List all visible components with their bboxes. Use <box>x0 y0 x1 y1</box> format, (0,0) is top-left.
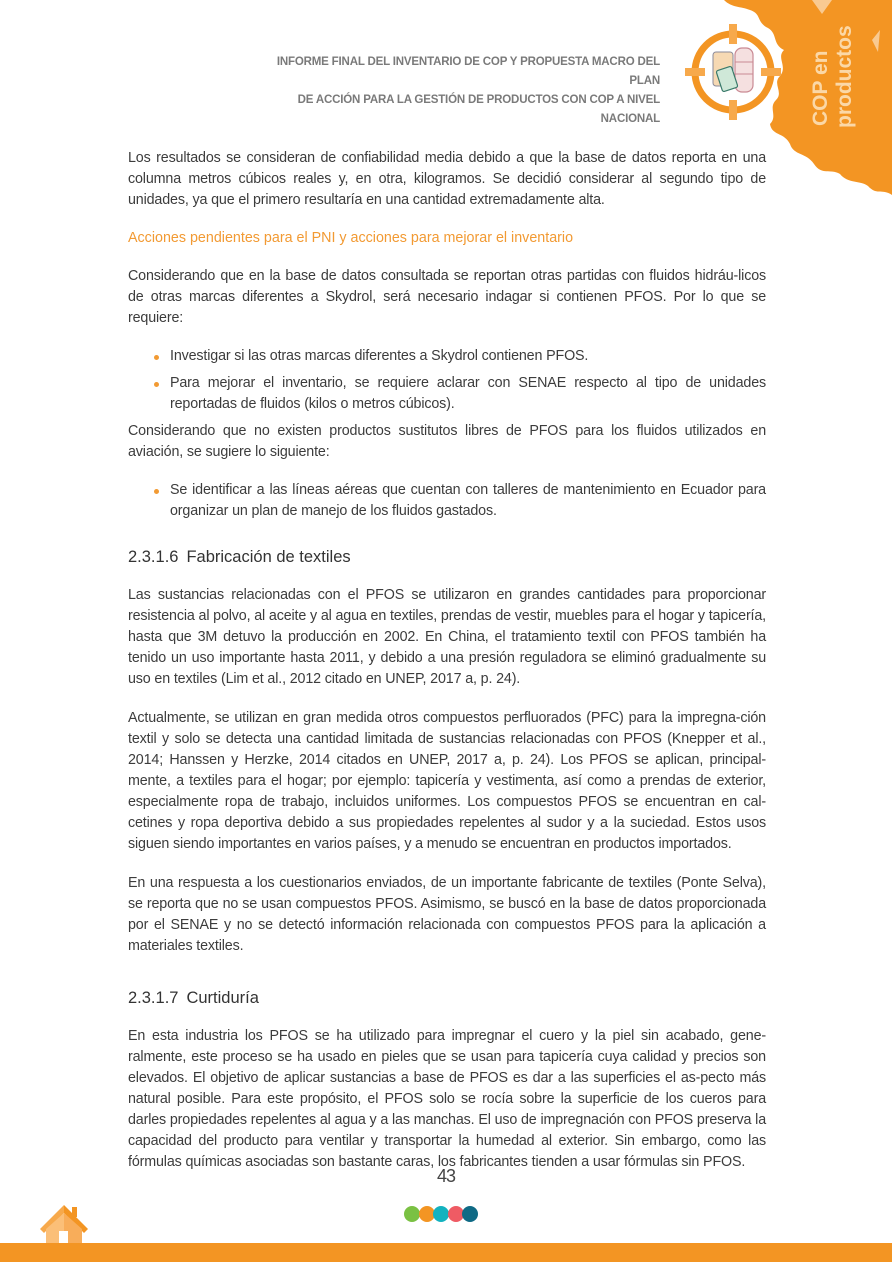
section-number: 2.3.1.6 <box>128 548 179 566</box>
teal-dot-icon <box>433 1206 449 1222</box>
section-title: Fabricación de textiles <box>186 548 351 566</box>
section-title: Curtiduría <box>186 989 259 1007</box>
section-heading-textiles <box>128 546 766 568</box>
home-icon[interactable] <box>38 1205 90 1245</box>
target-products-icon <box>683 22 783 122</box>
page-number: 43 <box>436 1166 456 1186</box>
bullet-list-requirements <box>128 346 766 415</box>
textiles-paragraph-2: Actualmente, se utilizan en gran medida otros compuestos perfluorados (PFC) para la impregna-ción textil y solo se detecta una cantidad limitada de sustancias relacionadas con PFOS (Knepper et al., 2014; Hanssen y Herzke, 2014 citados en UNEP, 2017 a, p. 24). Los PFOS se aplican, principal-mente, a textiles para el hogar; por ejemplo: tapicería y vestimenta, así como a prendas de exterior, especialmente ropa de trabajo, incluidos uniformes. Los compuestos PFOS se encuentran en cal-cetines y ropa deportiva debido a sus propiedades repelentes al sudor y a la suciedad. Estos usos siguen siendo importantes en varios países, y a menudo se encuentran en productos importados. <box>128 710 766 852</box>
side-label-line1: COP en <box>809 50 832 126</box>
bullet-item: Para mejorar el inventario, se requiere aclarar con SENAE respecto al tipo de unidades reportadas de fluidos (kilos o metros cúbicos). <box>154 373 766 415</box>
running-header <box>269 52 660 128</box>
paragraph-hydraulic-fluids: Considerando que en la base de datos consultada se reportan otras partidas con fluidos hidráu-licos de otras marcas diferentes a Skydrol, será necesario indagar si contienen PFOS. Por lo que se requiere: <box>128 268 766 326</box>
section-number: 2.3.1.7 <box>128 989 179 1007</box>
color-dots-decoration <box>404 1206 477 1222</box>
tannery-paragraph-1: En esta industria los PFOS se ha utilizado para impregnar el cuero y la piel sin acabado, gene-ralmente, este proceso se ha usado en pieles que se usan para tapicería cuya calidad y precios son elevados. El objetivo de aplicar sustancias a base de PFOS es dar a las superficies el as-pecto más natural posible. Para este propósito, el PFOS solo se rocía sobre la superficie de los cueros para darles propiedades repelentes al agua y a las manchas. El uso de impregnación con PFOS preserva la capacidad del producto para ventilar y transportar la humedad al exterior. Sin embargo, como las fórmulas químicas asociadas son bastante caras, los fabricantes tienden a usar fórmulas sin PFOS. <box>128 1028 766 1170</box>
section-heading-tannery <box>128 987 766 1009</box>
dark-teal-dot-icon <box>462 1206 478 1222</box>
bullet-item: Investigar si las otras marcas diferentes a Skydrol contienen PFOS. <box>154 346 766 367</box>
paragraph-aviation: Considerando que no existen productos sustitutos libres de PFOS para los fluidos utilizados en aviación, se sugiere lo siguiente: <box>128 423 766 460</box>
footer-bar <box>0 1243 892 1262</box>
bullet-item: Se identificar a las líneas aéreas que cuentan con talleres de mantenimiento en Ecuador para organizar un plan de manejo de los fluidos gastados. <box>154 480 766 522</box>
textiles-paragraph-3: En una respuesta a los cuestionarios enviados, de un importante fabricante de textiles (Ponte Selva), se reporta que no se usan compuestos PFOS. Asimismo, se buscó en la base de datos proporcionada por el SENAE y no se detectó información relacionada con compuestos PFOS para la aplicación a materiales textiles. <box>128 875 766 954</box>
pending-actions-subheading: Acciones pendientes para el PNI y acciones para mejorar el inventario <box>128 230 574 246</box>
section-side-label <box>808 25 870 128</box>
textiles-paragraph-1: Las sustancias relacionadas con el PFOS se utilizaron en grandes cantidades para proporcionar resistencia al polvo, al aceite y al agua en textiles, prendas de vestir, muebles para el hogar y tapicería, hasta que 3M detuvo la producción en 2002. En China, el tratamiento textil con PFOS también ha tenido un uso importante hasta 2011, y debido a una presión reguladora se eliminó gradualmente su uso en textiles (Lim et al., 2012 citado en UNEP, 2017 a, p. 24). <box>128 587 766 687</box>
header-title-line1: INFORME FINAL DEL INVENTARIO DE COP Y PROPUESTA MACRO DEL PLAN <box>276 54 660 87</box>
side-label-line2: productos <box>833 25 856 128</box>
green-dot-icon <box>404 1206 420 1222</box>
header-title-line2: DE ACCIÓN PARA LA GESTIÓN DE PRODUCTOS CON COP A NIVEL NACIONAL <box>297 92 660 125</box>
intro-paragraph: Los resultados se consideran de confiabilidad media debido a que la base de datos reporta en una columna metros cúbicos reales y, en otra, kilogramos. Se decidió considerar al segundo tipo de unidades, ya que el primero resultaría en una cantidad extremadamente alta. <box>128 150 766 208</box>
page-content <box>128 148 766 1173</box>
bullet-list-suggestions <box>128 480 766 522</box>
